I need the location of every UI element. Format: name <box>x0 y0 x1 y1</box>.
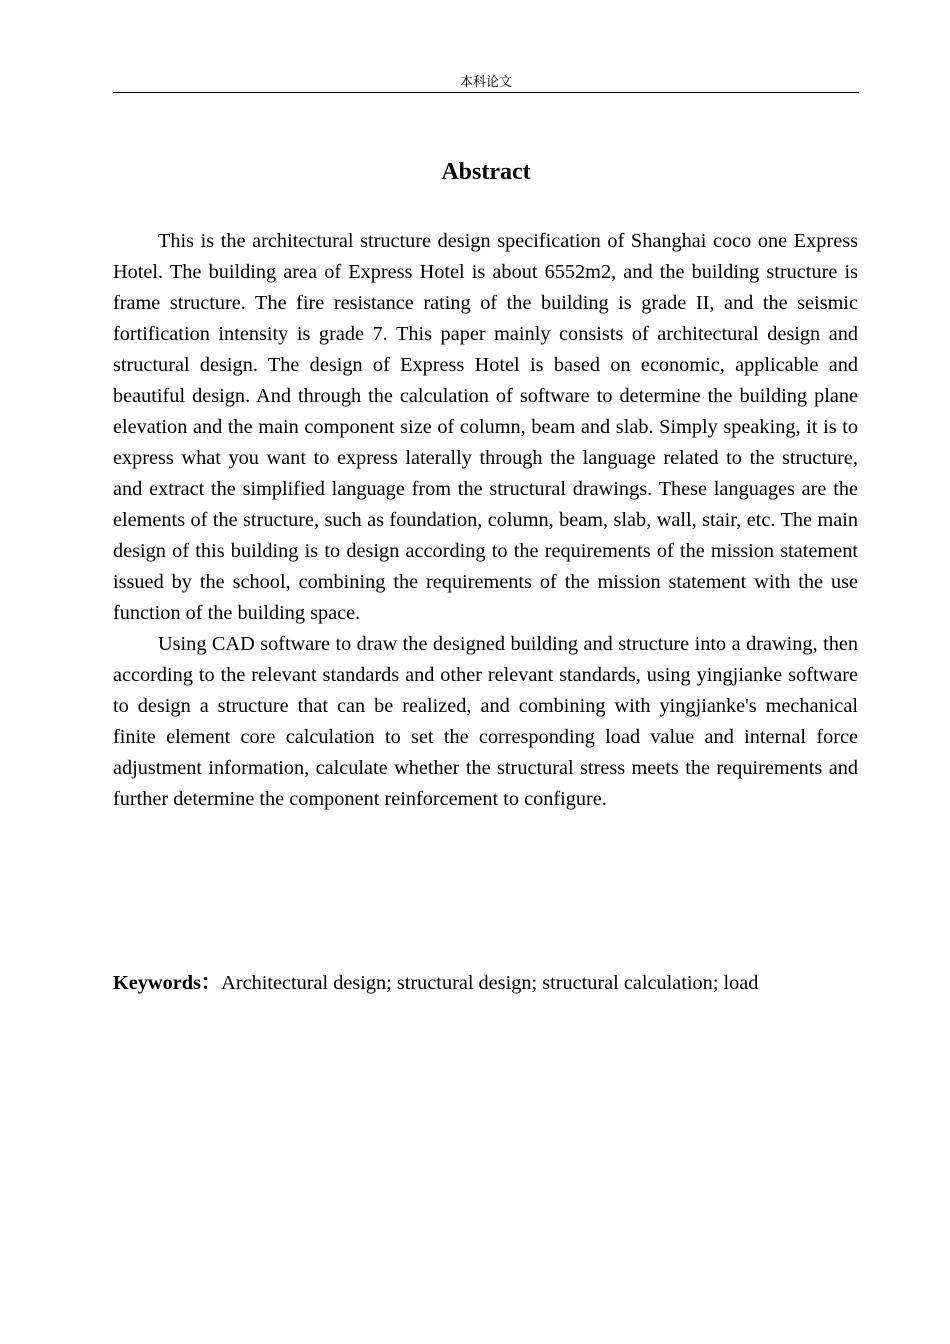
keywords-line <box>113 968 873 999</box>
header-rule <box>113 92 859 93</box>
abstract-paragraph-2: Using CAD software to draw the designed building and structure into a drawing, then according to the relevant standards and other relevant standards, using yingjianke software to design a structure that can be realized, and combining with yingjianke's mechanical finite element core calculation to set the corresponding load value and internal force adjustment information, calculate whether the structural stress meets the requirements and further determine the component reinforcement to configure. <box>113 633 858 810</box>
keywords-text: Architectural design; structural design; structural calculation; load <box>221 972 759 994</box>
abstract-body <box>113 226 858 815</box>
abstract-paragraph-1: This is the architectural structure design specification of Shanghai coco one Express Hotel. The building area of Express Hotel is about 6552m2, and the building structure is frame structure. The fire resistance rating of the building is grade II, and the seismic fortification intensity is grade 7. This paper mainly consists of architectural design and structural design. The design of Express Hotel is based on economic, applicable and beautiful design. And through the calculation of software to determine the building plane elevation and the main component size of column, beam and slab. Simply speaking, it is to express what you want to express laterally through the language related to the structure, and extract the simplified language from the structural drawings. These languages are the elements of the structure, such as foundation, column, beam, slab, wall, stair, etc. The main design of this building is to design according to the requirements of the mission statement issued by the school, combining the requirements of the mission statement with the use function of the building space. <box>113 230 858 624</box>
abstract-title: Abstract <box>441 159 531 185</box>
running-header: 本科论文 <box>459 75 512 90</box>
keywords-label: Keywords： <box>113 972 222 994</box>
